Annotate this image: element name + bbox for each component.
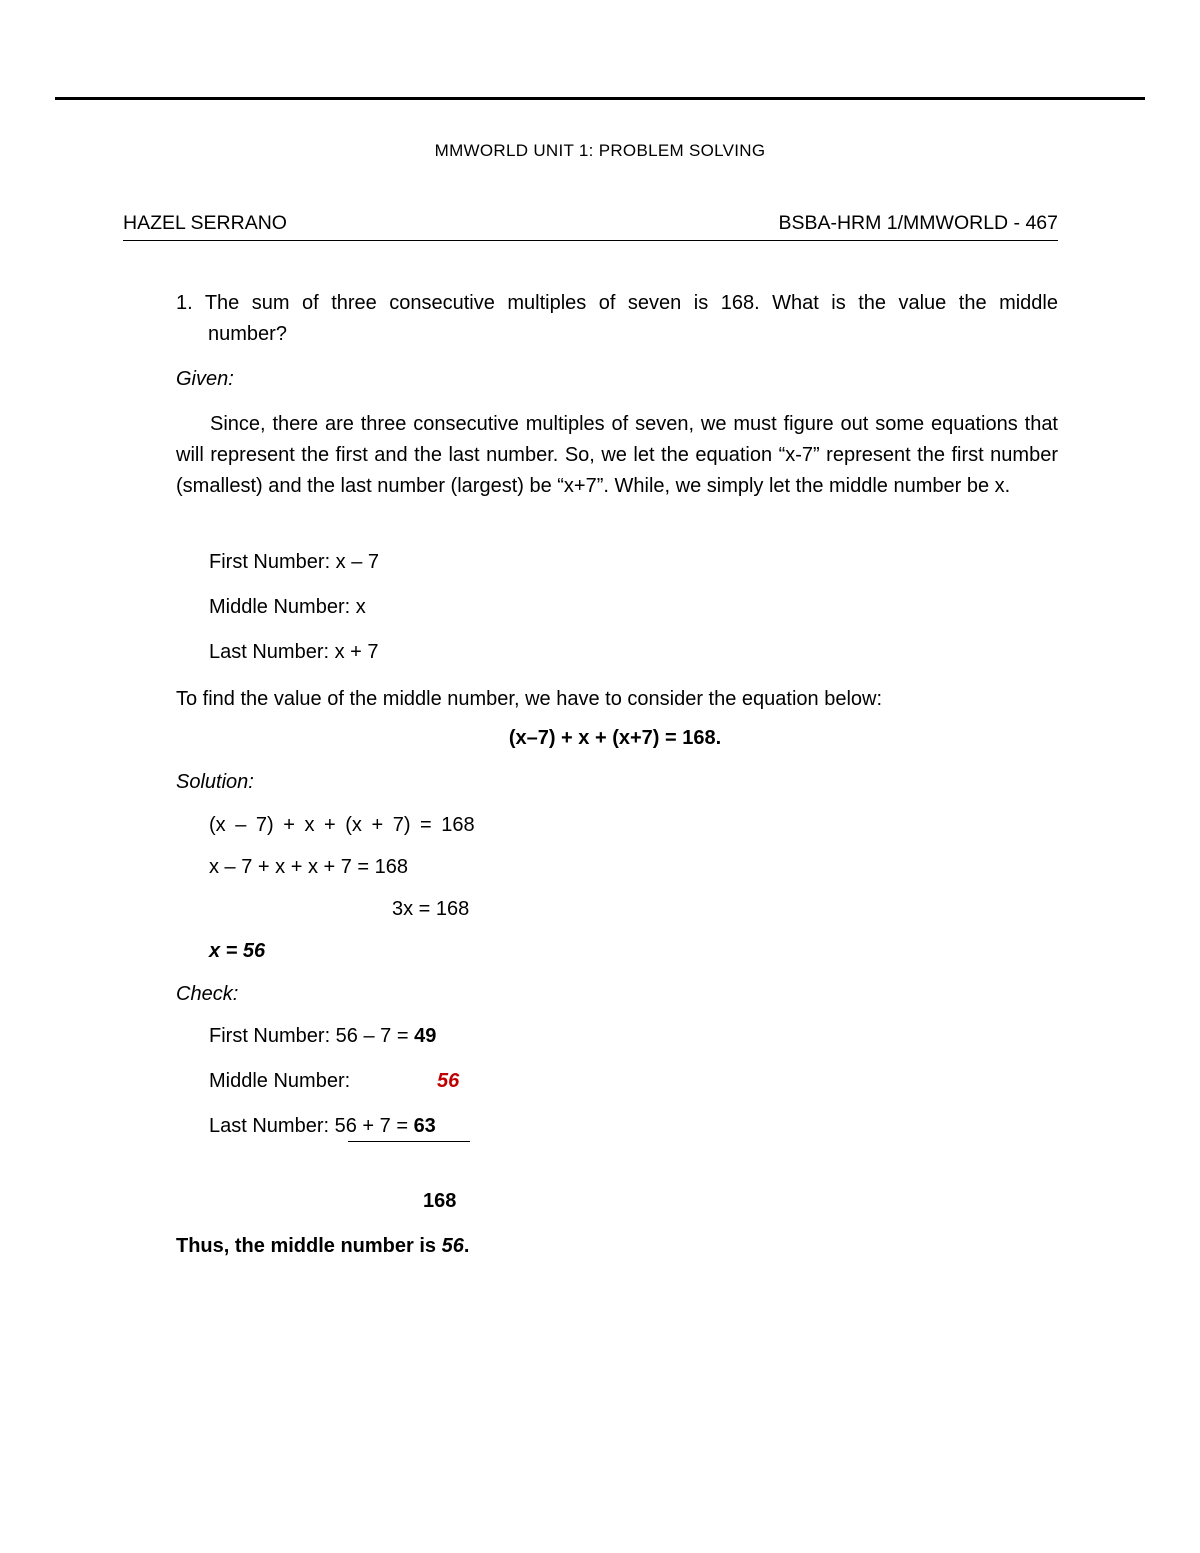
conclusion-period: .	[463, 1235, 470, 1257]
conclusion-text: Thus, the middle number is	[176, 1235, 442, 1257]
solution-step-3: 3x = 168	[392, 898, 470, 920]
question-number: 1.	[176, 292, 193, 314]
check-last-line	[209, 1111, 436, 1142]
student-name: HAZEL SERRANO	[123, 212, 287, 234]
check-last-expression: Last Number: 56 + 7 =	[209, 1115, 414, 1137]
conclusion	[176, 1231, 469, 1262]
check-first-value: 49	[414, 1025, 437, 1047]
check-total: 168	[423, 1190, 457, 1212]
question-text: The sum of three consecutive multiples of seven is 168. What is the value the middle	[204, 292, 1058, 314]
first-number-def: First Number: x – 7	[209, 551, 380, 573]
check-middle-label: Middle Number:	[209, 1070, 351, 1092]
check-last-value: 63	[413, 1115, 436, 1137]
solution-result: x = 56	[209, 940, 266, 962]
conclusion-value: 56	[441, 1235, 464, 1257]
solution-step-1: (x – 7) + x + (x + 7) = 168	[209, 814, 475, 836]
document-title: MMWORLD UNIT 1: PROBLEM SOLVING	[434, 141, 766, 160]
check-label: Check:	[176, 983, 239, 1005]
check-first-expression: First Number: 56 – 7 =	[209, 1025, 415, 1047]
given-label: Given:	[176, 368, 234, 390]
main-equation: (x–7) + x + (x+7) = 168.	[508, 727, 722, 749]
given-paragraph: Since, there are three consecutive multiples of seven, we must figure out some equations that will represent the first and the last number. So, we let the equation “x-7” represent the first number (smallest) and the last number (largest) be “x+7”. While, we simply let the middle number be x.	[176, 413, 1058, 497]
last-number-def: Last Number: x + 7	[209, 641, 379, 663]
solution-step-2: x – 7 + x + x + 7 = 168	[209, 856, 409, 878]
consider-sentence: To find the value of the middle number, we have to consider the equation below:	[176, 688, 883, 710]
check-first-line	[209, 1021, 436, 1052]
question-line-2: number?	[208, 323, 287, 345]
sum-underline	[348, 1141, 470, 1142]
top-rule	[55, 97, 1145, 100]
header-row	[123, 212, 1058, 241]
check-middle-value: 56	[437, 1070, 460, 1092]
middle-number-def: Middle Number: x	[209, 596, 366, 618]
question-line-1	[176, 288, 1058, 319]
course-code: BSBA-HRM 1/MMWORLD - 467	[778, 212, 1058, 234]
solution-label: Solution:	[176, 771, 254, 793]
